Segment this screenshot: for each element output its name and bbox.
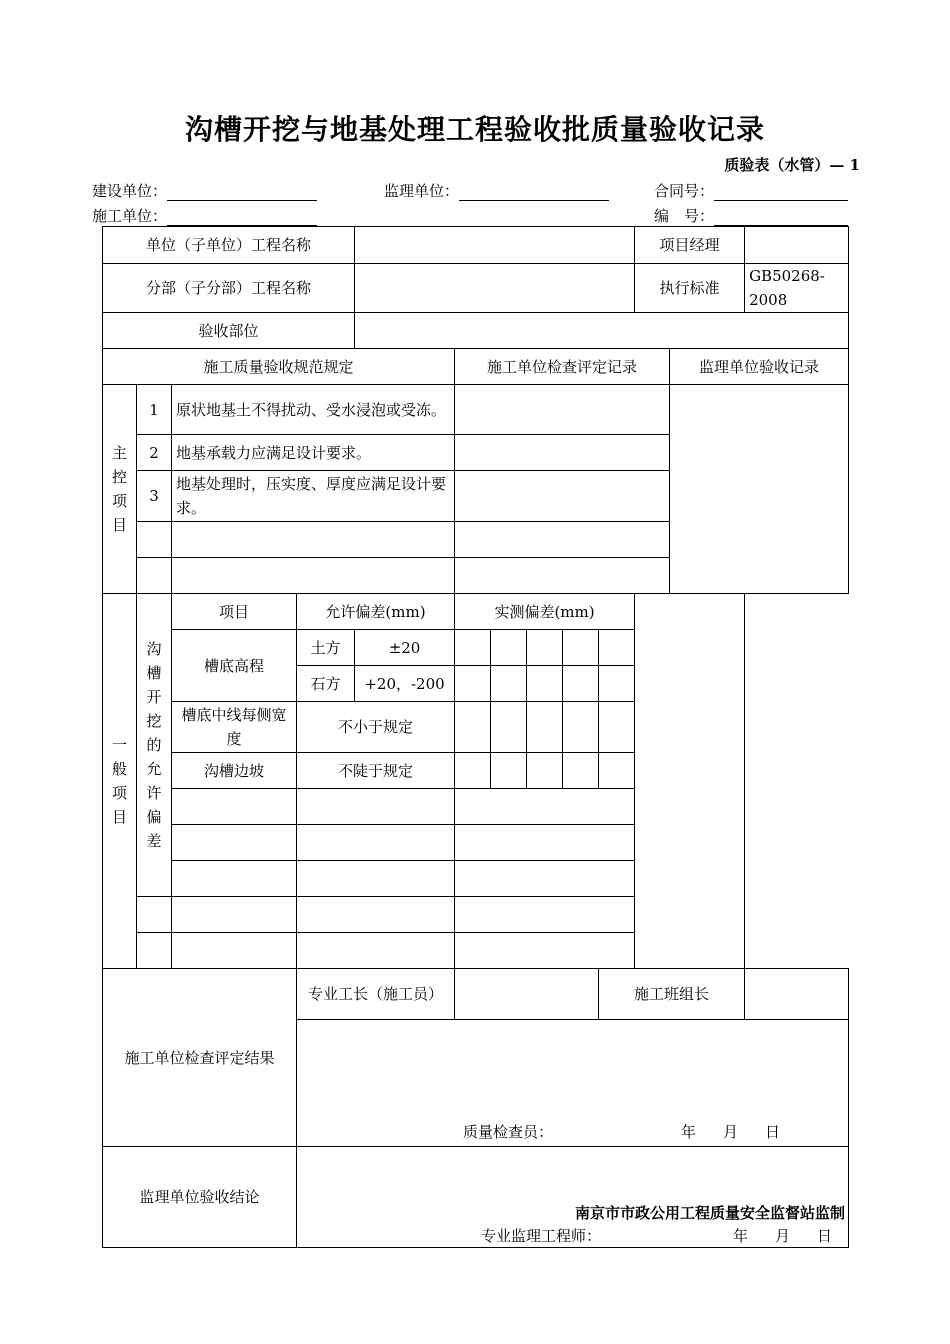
general-item-blank[interactable]: [137, 933, 172, 969]
deviation-group-label: 沟槽开挖的允许偏差: [137, 594, 172, 897]
bottom-width-label: 槽底中线每侧宽度: [172, 702, 297, 753]
dev-item-blank[interactable]: [172, 789, 297, 825]
team-leader-label: 施工班组长: [599, 969, 745, 1020]
measured-cell[interactable]: [563, 630, 599, 666]
unit-project-name-value[interactable]: [355, 227, 635, 264]
date-year: 年: [733, 1227, 749, 1245]
general-items-supervision-record[interactable]: [635, 594, 745, 969]
main-item-record[interactable]: [455, 435, 670, 471]
main-item-text-blank[interactable]: [172, 558, 455, 594]
dev-allowed-blank[interactable]: [297, 861, 455, 897]
measured-cell[interactable]: [527, 666, 563, 702]
build-unit-label: 建设单位：: [92, 182, 168, 200]
main-item-record[interactable]: [455, 522, 670, 558]
measured-cell[interactable]: [455, 702, 491, 753]
measured-cell[interactable]: [491, 702, 527, 753]
supervision-unit-field[interactable]: [384, 180, 609, 201]
main-item-no: 1: [137, 385, 172, 435]
form-code: 质验表（水管）— 1: [724, 156, 860, 174]
date-day: 日: [765, 1123, 781, 1141]
serial-no-field[interactable]: [654, 205, 848, 226]
supervision-unit-input[interactable]: [459, 184, 609, 201]
contract-no-label: 合同号：: [654, 182, 715, 200]
soil-label: 土方: [297, 630, 355, 666]
project-manager-label: 项目经理: [635, 227, 745, 264]
dev-allowed-blank[interactable]: [297, 933, 455, 969]
main-item-record[interactable]: [455, 471, 670, 522]
date-year: 年: [681, 1123, 697, 1141]
dev-measured-blank[interactable]: [455, 861, 635, 897]
dev-col-allowed-header: 允许偏差(mm): [297, 594, 455, 630]
date-day: 日: [817, 1227, 833, 1245]
serial-no-label: 编 号：: [654, 207, 715, 225]
construction-result-label: 施工单位检查评定结果: [103, 969, 297, 1147]
date-month: 月: [723, 1123, 739, 1141]
dev-item-blank[interactable]: [172, 825, 297, 861]
col-spec-header: 施工质量验收规范规定: [103, 349, 455, 385]
dev-measured-blank[interactable]: [455, 825, 635, 861]
main-item-text: 地基承载力应满足设计要求。: [172, 435, 455, 471]
serial-no-input[interactable]: [714, 209, 848, 226]
slope-label: 沟槽边坡: [172, 753, 297, 789]
construction-unit-input[interactable]: [167, 209, 317, 226]
quality-inspector-label: 质量检查员：: [463, 1123, 554, 1141]
measured-cell[interactable]: [563, 753, 599, 789]
rock-value: +20，-200: [355, 666, 455, 702]
dev-allowed-blank[interactable]: [297, 789, 455, 825]
dev-item-blank[interactable]: [172, 861, 297, 897]
team-leader-value[interactable]: [745, 969, 849, 1020]
sub-project-name-value[interactable]: [355, 264, 635, 313]
contract-no-field[interactable]: [654, 180, 848, 201]
foreman-value[interactable]: [455, 969, 599, 1020]
measured-cell[interactable]: [563, 666, 599, 702]
acceptance-part-value[interactable]: [355, 313, 849, 349]
measured-cell[interactable]: [455, 666, 491, 702]
supervision-conclusion-area[interactable]: [297, 1147, 849, 1248]
soil-value: ±20: [355, 630, 455, 666]
supervision-conclusion-label: 监理单位验收结论: [103, 1147, 297, 1248]
rock-label: 石方: [297, 666, 355, 702]
main-item-text: 地基处理时，压实度、厚度应满足设计要求。: [172, 471, 455, 522]
bottom-width-value: 不小于规定: [297, 702, 455, 753]
project-manager-value[interactable]: [745, 227, 849, 264]
date-month: 月: [775, 1227, 791, 1245]
main-item-no-blank[interactable]: [137, 558, 172, 594]
measured-cell[interactable]: [455, 753, 491, 789]
measured-cell[interactable]: [455, 630, 491, 666]
trench-bottom-elevation-label: 槽底高程: [172, 630, 297, 702]
dev-col-item-header: 项目: [172, 594, 297, 630]
measured-cell[interactable]: [527, 630, 563, 666]
dev-allowed-blank[interactable]: [297, 825, 455, 861]
main-item-no: 3: [137, 471, 172, 522]
supervision-unit-label: 监理单位：: [384, 182, 460, 200]
contract-no-input[interactable]: [714, 184, 848, 201]
dev-col-measured-header: 实测偏差(mm): [455, 594, 635, 630]
slope-value: 不陡于规定: [297, 753, 455, 789]
main-item-no: 2: [137, 435, 172, 471]
measured-cell[interactable]: [599, 666, 635, 702]
acceptance-record-table: [102, 226, 849, 1248]
execution-standard-label: 执行标准: [635, 264, 745, 313]
construction-result-area[interactable]: [297, 1020, 849, 1147]
acceptance-part-label: 验收部位: [103, 313, 355, 349]
page-title: 沟槽开挖与地基处理工程验收批质量验收记录: [184, 113, 765, 146]
measured-cell[interactable]: [491, 630, 527, 666]
dev-measured-blank[interactable]: [455, 933, 635, 969]
col-supervision-record-header: 监理单位验收记录: [670, 349, 849, 385]
measured-cell[interactable]: [599, 753, 635, 789]
main-items-label: 主控项目: [103, 385, 137, 594]
dev-measured-blank[interactable]: [455, 897, 635, 933]
build-unit-input[interactable]: [167, 184, 317, 201]
build-unit-field[interactable]: [92, 180, 317, 201]
construction-unit-field[interactable]: [92, 205, 317, 226]
dev-item-blank[interactable]: [172, 933, 297, 969]
main-item-text: 原状地基土不得扰动、受水浸泡或受冻。: [172, 385, 455, 435]
main-item-no-blank[interactable]: [137, 522, 172, 558]
measured-cell[interactable]: [491, 666, 527, 702]
dev-item-blank[interactable]: [172, 897, 297, 933]
construction-unit-label: 施工单位：: [92, 207, 168, 225]
dev-measured-blank[interactable]: [455, 789, 635, 825]
measured-cell[interactable]: [563, 702, 599, 753]
general-items-label: 一般项目: [103, 594, 137, 969]
supervision-engineer-label: 专业监理工程师：: [481, 1227, 602, 1245]
measured-cell[interactable]: [527, 702, 563, 753]
col-construction-record-header: 施工单位检查评定记录: [455, 349, 670, 385]
measured-cell[interactable]: [491, 753, 527, 789]
dev-allowed-blank[interactable]: [297, 897, 455, 933]
main-item-record[interactable]: [455, 558, 670, 594]
foreman-label: 专业工长（施工员）: [297, 969, 455, 1020]
sub-project-name-label: 分部（子分部）工程名称: [103, 264, 355, 313]
main-item-record[interactable]: [455, 385, 670, 435]
measured-cell[interactable]: [599, 702, 635, 753]
measured-cell[interactable]: [599, 630, 635, 666]
measured-cell[interactable]: [527, 753, 563, 789]
footer-issuer: 南京市市政公用工程质量安全监督站监制: [574, 1204, 845, 1222]
execution-standard-value: GB50268-2008: [745, 264, 849, 313]
main-items-supervision-record[interactable]: [670, 385, 849, 594]
unit-project-name-label: 单位（子单位）工程名称: [103, 227, 355, 264]
general-item-blank[interactable]: [137, 897, 172, 933]
main-item-text-blank[interactable]: [172, 522, 455, 558]
